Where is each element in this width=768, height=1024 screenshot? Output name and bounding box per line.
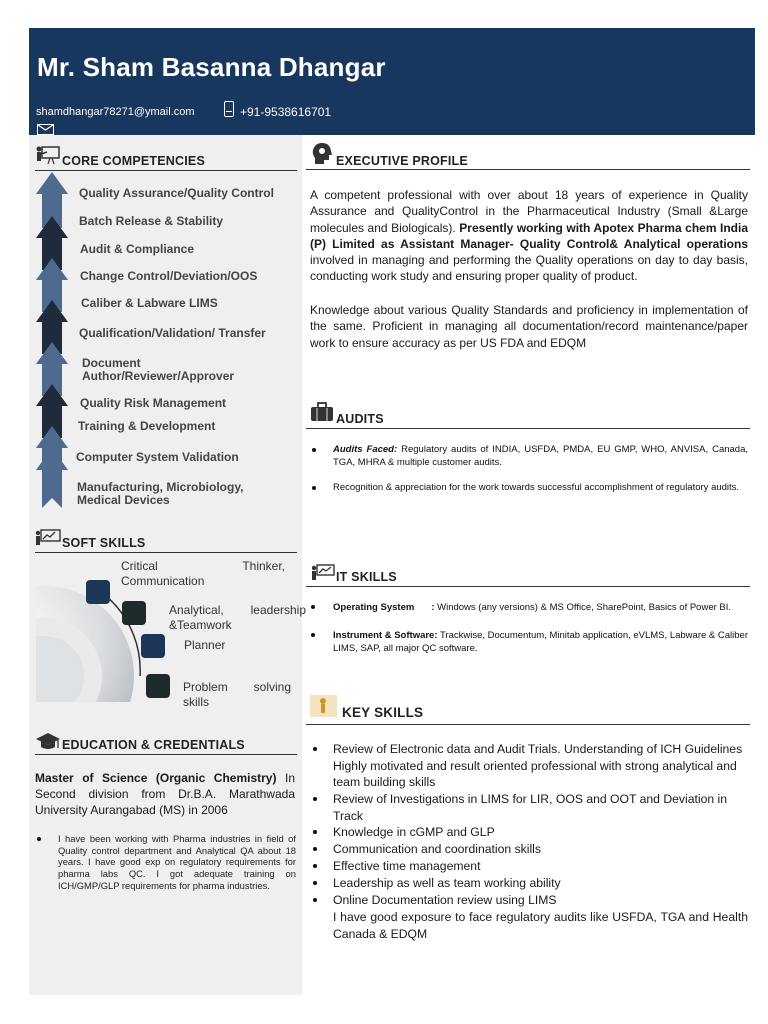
degree-details: In Second division from Dr.B.A. Marathwada University Aurangabad (MS) in 2006 bbox=[35, 771, 296, 817]
soft-skill-line bbox=[121, 559, 285, 574]
resume-header bbox=[29, 28, 755, 135]
planner-icon bbox=[141, 634, 165, 658]
competency-item: Batch Release & Stability bbox=[79, 214, 224, 228]
education-title: EDUCATION & CREDENTIALS bbox=[62, 738, 245, 752]
bullet bbox=[313, 830, 317, 834]
mail-icon bbox=[37, 124, 54, 135]
audits-faced-item bbox=[333, 443, 748, 469]
problem-solving-icon bbox=[146, 674, 170, 698]
it-skills-title: IT SKILLS bbox=[336, 570, 397, 584]
key-skill-exposure: I have good exposure to face regulatory audits like USFDA, TGA and Health Canada & EDQM bbox=[333, 910, 748, 941]
soft-skill-word: skills bbox=[183, 695, 209, 709]
core-competencies-title: CORE COMPETENCIES bbox=[62, 154, 205, 168]
profile-knowledge: Knowledge about various Quality Standards and proficiency in implementation of the same. Proficient in managing all documentation/record maintenance/paper work to ensure accuracy as per US FDA and EDQM bbox=[310, 303, 748, 350]
bullet bbox=[311, 633, 315, 637]
soft-skill-word: Problem bbox=[183, 680, 228, 694]
soft-skill-word: &Teamwork bbox=[169, 618, 232, 632]
soft-skill-line bbox=[183, 680, 291, 695]
section-divider bbox=[306, 169, 750, 170]
section-divider bbox=[306, 724, 750, 725]
profile-intro: A competent professional with over about 18 years of experience in Quality Assurance and QualityControl in the Pharmaceutical Industry (Small &Large molecules and Biologicals). bbox=[310, 188, 748, 235]
key-skill-item: Review of Investigations in LIMS for LIR, OOS and OOT and Deviation in Track bbox=[333, 792, 728, 823]
competency-item: Qualification/Validation/ Transfer bbox=[79, 326, 266, 340]
bullet bbox=[313, 864, 317, 868]
competency-item: Training & Development bbox=[78, 419, 216, 433]
head-profile-icon bbox=[311, 142, 333, 166]
briefcase-icon bbox=[310, 402, 334, 422]
key-skill-item: Effective time management bbox=[333, 859, 481, 873]
bullet bbox=[37, 837, 41, 841]
key-skill-item: Communication and coordination skills bbox=[333, 842, 541, 856]
profile-responsibilities: involved in managing and performing the Quality operations on day to day basis, conducting work study and ensuring proper quality of product. bbox=[310, 253, 748, 284]
key-skill-item: Review of Electronic data and Audit Trials. Understanding of ICH Guidelines Highly motivated and result oriented professional with strong analytical and team building skills bbox=[333, 742, 743, 790]
soft-skill-word: Critical bbox=[121, 559, 158, 573]
competency-item: Document bbox=[82, 356, 141, 370]
competency-item: Quality Assurance/Quality Control bbox=[79, 186, 274, 200]
graduation-cap-icon bbox=[35, 731, 61, 751]
audits-title: AUDITS bbox=[336, 412, 384, 426]
key-skill-item: Online Documentation review using LIMS bbox=[333, 893, 557, 907]
key-skills-title: KEY SKILLS bbox=[342, 705, 424, 720]
it-skill-separator: : bbox=[431, 602, 435, 613]
profile-paragraph bbox=[310, 187, 748, 285]
section-divider bbox=[35, 754, 297, 755]
competency-arrow-stack bbox=[36, 172, 68, 508]
executive-profile-title: EXECUTIVE PROFILE bbox=[336, 154, 468, 168]
chart-board-icon bbox=[311, 564, 335, 581]
it-skill-os bbox=[333, 601, 748, 614]
bullet bbox=[313, 747, 317, 751]
bullet bbox=[313, 898, 317, 902]
soft-skill-word: leadership bbox=[250, 603, 306, 617]
competency-item: Manufacturing, Microbiology, bbox=[77, 480, 244, 494]
key-skill-item: Leadership as well as team working ability bbox=[333, 876, 561, 890]
section-divider bbox=[306, 586, 750, 587]
soft-skill-word: Communication bbox=[121, 574, 205, 588]
analytics-icon bbox=[122, 601, 146, 625]
section-divider bbox=[35, 170, 297, 171]
soft-skill-word: solving bbox=[253, 680, 291, 694]
email-text[interactable]: shamdhangar78271@ymail.com bbox=[36, 106, 195, 118]
degree-name: Master of Science (Organic Chemistry) bbox=[35, 771, 277, 785]
experience-note: I have been working with Pharma industries in field of Quality control department and Analytical QA about 18 years. I have good exp on regulatory requirements for pharma labs QC. I got adequate training on ICH/GMP/GLP requirements for pharma industries. bbox=[58, 833, 296, 891]
audit-recognition-item: Recognition & appreciation for the work towards successful accomplishment of regulatory audits. bbox=[333, 482, 740, 493]
it-skill-text: Trackwise, Documentum, Minitab application, eVLMS, Labware & Caliber LIMS, SAP, all major QC software. bbox=[333, 630, 748, 654]
key-skills-icon bbox=[310, 695, 337, 717]
key-skill-item: Knowledge in cGMP and GLP bbox=[333, 825, 495, 839]
it-skill-software bbox=[333, 629, 748, 655]
mobile-phone-icon bbox=[224, 101, 234, 117]
bullet bbox=[313, 797, 317, 801]
competency-item: Change Control/Deviation/OOS bbox=[80, 269, 258, 283]
phone-text[interactable]: +91-9538616701 bbox=[240, 105, 332, 119]
presentation-board-icon bbox=[35, 145, 61, 165]
competency-item: Quality Risk Management bbox=[80, 396, 227, 410]
competency-item: Audit & Compliance bbox=[80, 242, 195, 256]
team-network-icon bbox=[86, 580, 110, 604]
competency-item: Caliber & Labware LIMS bbox=[81, 296, 218, 310]
soft-skill-word: Thinker, bbox=[242, 559, 285, 573]
it-skill-label: Operating System bbox=[333, 602, 415, 613]
bullet bbox=[312, 486, 316, 490]
bullet bbox=[312, 448, 316, 452]
bullet bbox=[311, 605, 315, 609]
it-skill-label: Instrument & Software: bbox=[333, 630, 438, 641]
profile-current-role: Presently working with Apotex Pharma chem India (P) Limited as Assistant Manager- Quality Control& Analytical operations bbox=[310, 220, 749, 251]
competency-item: Computer System Validation bbox=[76, 450, 239, 464]
section-divider bbox=[35, 552, 297, 553]
bullet bbox=[313, 847, 317, 851]
audits-faced-label: Audits Faced: bbox=[333, 444, 398, 455]
soft-skill-line bbox=[169, 603, 306, 618]
it-skill-text: Windows (any versions) & MS Office, SharePoint, Basics of Power BI. bbox=[434, 602, 732, 613]
competency-item: Author/Reviewer/Approver bbox=[82, 369, 235, 383]
soft-skills-title: SOFT SKILLS bbox=[62, 536, 146, 550]
candidate-name: Mr. Sham Basanna Dhangar bbox=[37, 52, 386, 82]
soft-skill-word: Planner bbox=[184, 638, 226, 652]
bullet bbox=[313, 881, 317, 885]
soft-skill-word: Analytical, bbox=[169, 603, 224, 617]
degree-text bbox=[35, 770, 295, 818]
audits-faced-text: Regulatory audits of INDIA, USFDA, PMDA, EU GMP, WHO, ANVISA, Canada, TGA, MHRA & multiple customer audits. bbox=[333, 444, 748, 468]
section-divider bbox=[306, 428, 750, 429]
competency-item: Medical Devices bbox=[77, 493, 170, 507]
chart-board-icon bbox=[35, 529, 61, 547]
